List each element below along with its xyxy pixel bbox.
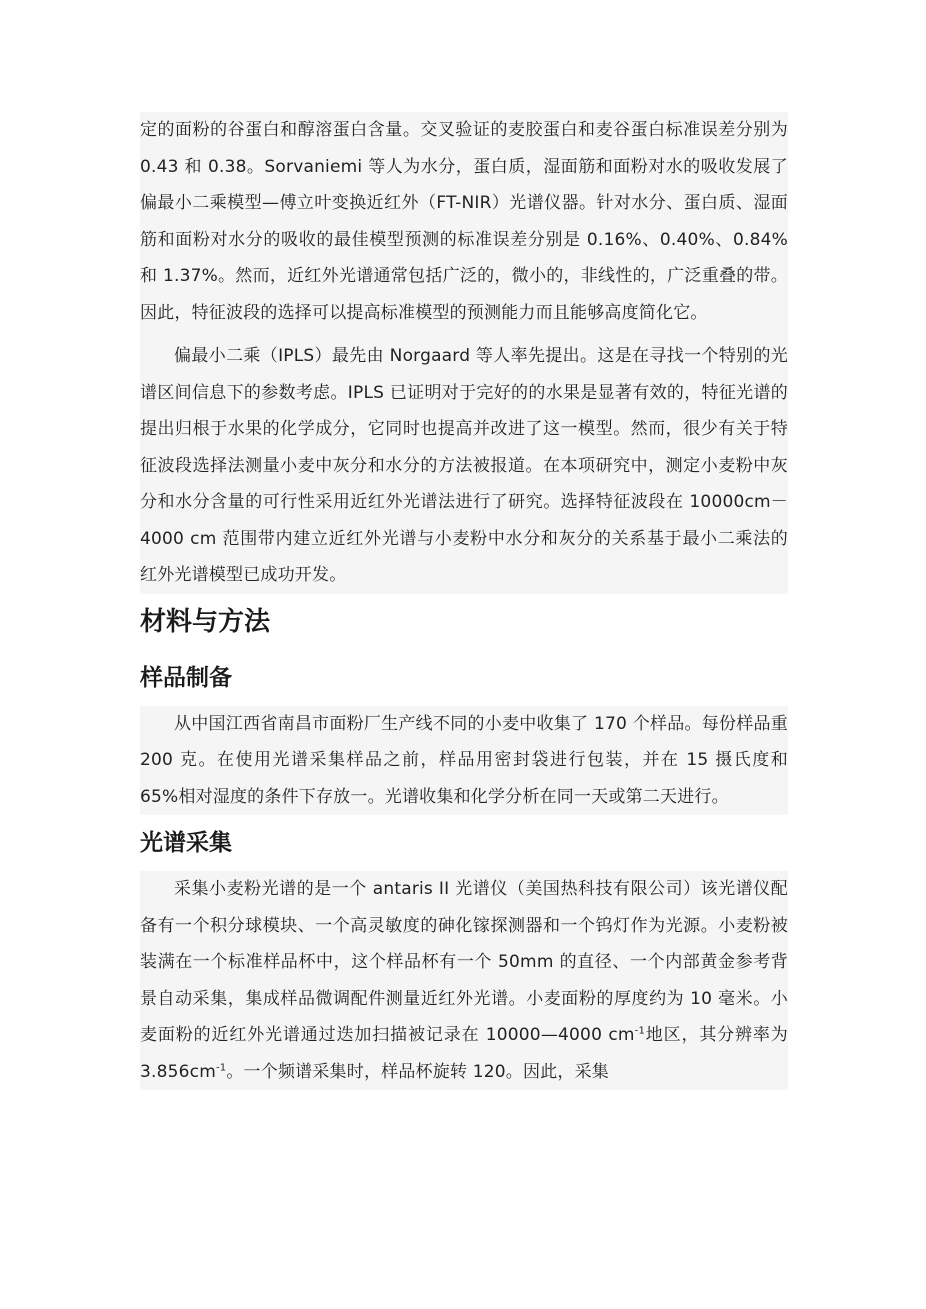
heading-spectra-collection: 光谱采集 xyxy=(140,815,788,871)
intro-section xyxy=(140,112,788,594)
sample-prep-paragraph: 从中国江西省南昌市面粉厂生产线不同的小麦中收集了 170 个样品。每份样品重 200 克。在使用光谱采集样品之前，样品用密封袋进行包装，并在 15 摄氏度和 65%相对湿度的条件下存放一。光谱收集和化学分析在同一天或第二天进行。 xyxy=(140,713,788,807)
spectra-section xyxy=(140,871,788,1090)
intro-paragraph-2: 偏最小二乘（IPLS）最先由 Norgaard 等人率先提出。这是在寻找一个特别的光谱区间信息下的参数考虑。IPLS 已证明对于完好的的水果是显著有效的，特征光谱的提出归根于水果的化学成分，它同时也提高并改进了这一模型。然而，很少有关于特征波段选择法测量小麦中灰分和水分的方法被报道。在本项研究中，测定小麦粉中灰分和水分含量的可行性采用近红外光谱法进行了研究。选择特征波段在 10000cm－4000 cm 范围带内建立近红外光谱与小麦粉中水分和灰分的关系基于最小二乘法的红外光谱模型已成功开发。 xyxy=(140,346,788,585)
spectra-paragraph xyxy=(140,871,788,1090)
heading-materials-methods: 材料与方法 xyxy=(140,594,788,650)
intro-paragraph-1: 定的面粉的谷蛋白和醇溶蛋白含量。交叉验证的麦胶蛋白和麦谷蛋白标准误差分别为 0.43 和 0.38。Sorvaniemi 等人为水分，蛋白质，湿面筋和面粉对水的吸收发展了偏最小二乘模型—傅立叶变换近红外（FT-NIR）光谱仪器。针对水分、蛋白质、湿面筋和面粉对水分的吸收的最佳模型预测的标准误差分别是 0.16%、0.40%、0.84%和 1.37%。然而，近红外光谱通常包括广泛的，微小的，非线性的，广泛重叠的带。因此，特征波段的选择可以提高标准模型的预测能力而且能够高度简化它。 xyxy=(140,120,788,323)
paragraph-gap xyxy=(140,331,788,338)
heading-sample-prep: 样品制备 xyxy=(140,650,788,706)
superscript-2: -1 xyxy=(215,1061,227,1073)
spectra-text-1: 采集小麦粉光谱的是一个 antaris II 光谱仪（美国热科技有限公司）该光谱仪配备有一个积分球模块、一个高灵敏度的砷化镓探测器和一个钨灯作为光源。小麦粉被装满在一个标准样品杯中，这个样品杯有一个 50mm 的直径、一个内部黄金参考背景自动采集，集成样品微调配件测量近红外光谱。小麦面粉的厚度约为 10 毫米。小麦面粉的近红外光谱通过迭加扫描被记录在 10000—4000 cm xyxy=(140,879,788,1045)
document-page xyxy=(140,112,788,1090)
spectra-text-2: 地区，其分辨率为 3.856cm xyxy=(140,1025,788,1082)
superscript-1: -1 xyxy=(634,1025,646,1037)
sample-prep-section xyxy=(140,706,788,816)
spectra-text-3: 。一个频谱采集时，样品杯旋转 120。因此，采集 xyxy=(226,1061,610,1082)
